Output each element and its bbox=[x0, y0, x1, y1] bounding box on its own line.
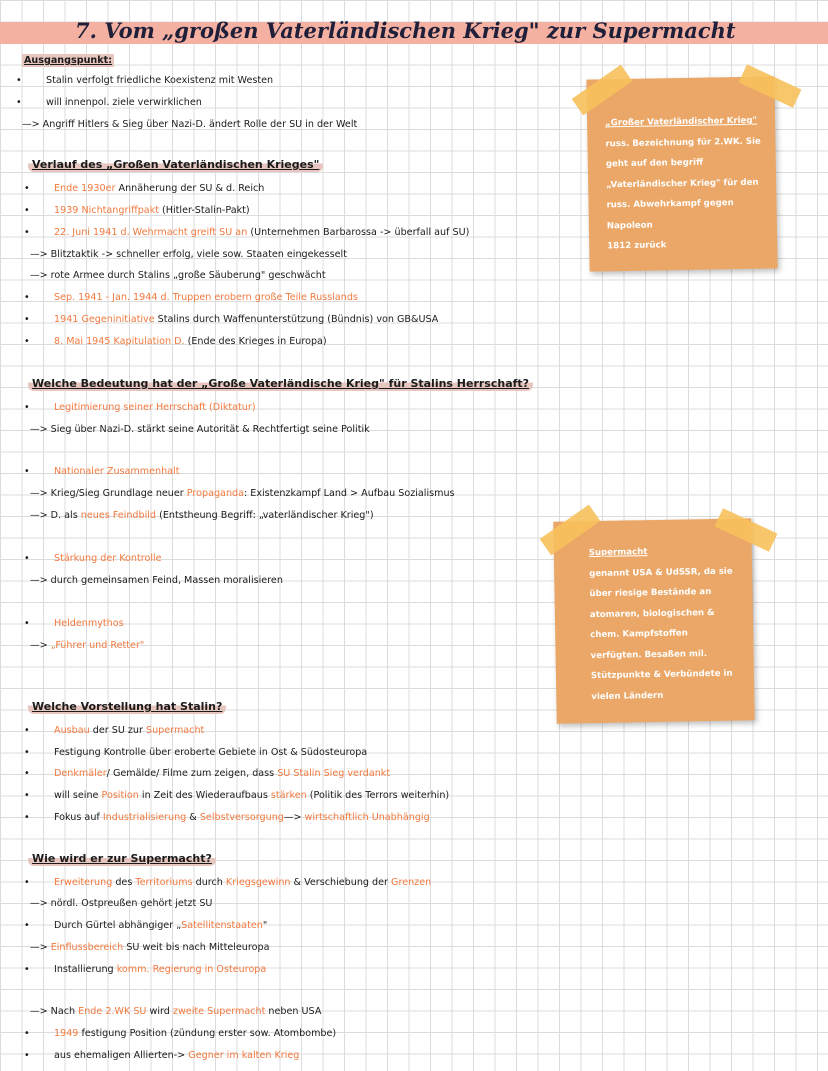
note-title: Supermacht bbox=[588, 547, 648, 559]
bullet-line: • 1939 Nichtangriffpakt (Hitler-Stalin-Pakt) bbox=[54, 204, 250, 217]
bullet-line: • Legitimierung seiner Herrschaft (Diktatur) bbox=[54, 401, 256, 414]
note-line: russ. Bezeichnung für 2.WK. Sie bbox=[605, 136, 761, 149]
bullet-line: • Denkmäler/ Gemälde/ Filme zum zeigen, dass SU Stalin Sieg verdankt bbox=[54, 767, 390, 780]
bullet-line: • Stalin verfolgt friedliche Koexistenz mit Westen bbox=[46, 74, 273, 87]
arrow-line: —> Blitztaktik -> schneller erfolg, viele sow. Staaten eingekesselt bbox=[30, 249, 347, 260]
bullet-line: • Heldenmythos bbox=[54, 617, 124, 630]
section-heading-superpower: Wie wird er zur Supermacht? bbox=[28, 851, 216, 866]
bullet-line: • Fokus auf Industrialisierung & Selbstversorgung—> wirtschaftlich Unabhängig bbox=[54, 811, 430, 824]
bullet-line: • 22. Juni 1941 d. Wehrmacht greift SU an (Unternehmen Barbarossa -> überfall auf SU) bbox=[54, 226, 469, 239]
arrow-line: —> Sieg über Nazi-D. stärkt seine Autorität & Rechtfertigt seine Politik bbox=[30, 424, 370, 435]
arrow-line: —> rote Armee durch Stalins „große Säuberung" geschwächt bbox=[30, 270, 326, 281]
arrow-line: —> Krieg/Sieg Grundlage neuer Propaganda: Existenzkampf Land > Aufbau Sozialismus bbox=[30, 488, 455, 499]
bullet-line: • will innenpol. ziele verwirklichen bbox=[46, 96, 202, 109]
section-heading-vision: Welche Vorstellung hat Stalin? bbox=[28, 699, 226, 714]
arrow-line: —> durch gemeinsamen Feind, Massen moralisieren bbox=[30, 575, 283, 586]
note-line: über riesige Bestände an bbox=[589, 586, 712, 600]
arrow-line: —> Einflussbereich SU weit bis nach Mitteleuropa bbox=[30, 942, 270, 953]
bullet-line: • Erweiterung des Territoriums durch Kriegsgewinn & Verschiebung der Grenzen bbox=[54, 876, 431, 889]
bullet-line: • 1949 festigung Position (zündung erster sow. Atombombe) bbox=[54, 1027, 336, 1040]
note-line: 1812 zurück bbox=[607, 240, 667, 252]
bullet-line: • aus ehemaligen Allierten-> Gegner im kalten Krieg bbox=[54, 1049, 299, 1062]
bullet-line: • Nationaler Zusammenhalt bbox=[54, 465, 179, 478]
bullet-line: • Ausbau der SU zur Supermacht bbox=[54, 724, 204, 737]
page-title: 7. Vom „großen Vaterländischen Krieg" zur Supermacht bbox=[75, 18, 736, 43]
bullet-line: • Stärkung der Kontrolle bbox=[54, 552, 162, 565]
bullet-line: • Ende 1930er Annäherung der SU & d. Reich bbox=[54, 182, 264, 195]
note-line: genannt USA & UdSSR, da sie bbox=[589, 566, 733, 579]
note-line: russ. Abwehrkampf gegen Napoleon bbox=[606, 198, 734, 231]
arrow-line: —> Nach Ende 2.WK SU wird zweite Supermacht neben USA bbox=[30, 1006, 322, 1017]
section-heading-start: Ausgangspunkt: bbox=[24, 55, 113, 66]
note-line: Stützpunkte & Verbündete in bbox=[590, 668, 733, 682]
section-heading-course: Verlauf des „Großen Vaterländischen Krieges" bbox=[28, 157, 323, 172]
arrow-line: —> nördl. Ostpreußen gehört jetzt SU bbox=[30, 898, 213, 909]
note-line: vielen Ländern bbox=[591, 690, 664, 702]
bullet-line: • will seine Position in Zeit des Wiederaufbaus stärken (Politik des Terrors weiterhin) bbox=[54, 789, 449, 802]
arrow-line: —> Angriff Hitlers & Sieg über Nazi-D. ändert Rolle der SU in der Welt bbox=[22, 119, 358, 130]
arrow-line: —> D. als neues Feindbild (Entstheung Begriff: „vaterländischer Krieg") bbox=[30, 510, 374, 521]
sticky-note-superpower bbox=[553, 518, 754, 723]
bullet-line: • Festigung Kontrolle über eroberte Gebiete in Ost & Südosteuropa bbox=[54, 746, 367, 759]
note-line: chem. Kampfstoffen bbox=[590, 628, 688, 641]
bullet-line: • Installierung komm. Regierung in Osteuropa bbox=[54, 963, 266, 976]
section-heading-meaning: Welche Bedeutung hat der „Große Vaterländische Krieg" für Stalins Herrschaft? bbox=[28, 376, 533, 391]
note-line: verfügten. Besaßen mil. bbox=[590, 648, 708, 661]
note-line: atomaren, biologischen & bbox=[589, 607, 715, 620]
sticky-note-war bbox=[586, 76, 777, 271]
bullet-line: • 1941 Gegeninitiative Stalins durch Waffenunterstützung (Bündnis) von GB&USA bbox=[54, 313, 438, 326]
bullet-line: • Durch Gürtel abhängiger „Satellitenstaaten" bbox=[54, 919, 267, 932]
note-line: „Vaterländischer Krieg" für den bbox=[606, 177, 759, 190]
bullet-line: • Sep. 1941 - Jan. 1944 d. Truppen erobern große Teile Russlands bbox=[54, 291, 358, 304]
note-title: „Großer Vaterländischer Krieg" bbox=[605, 115, 758, 129]
note-line: geht auf den begriff bbox=[605, 157, 704, 170]
arrow-line: —> „Führer und Retter" bbox=[30, 640, 145, 651]
bullet-line: • 8. Mai 1945 Kapitulation D. (Ende des Krieges in Europa) bbox=[54, 335, 327, 348]
